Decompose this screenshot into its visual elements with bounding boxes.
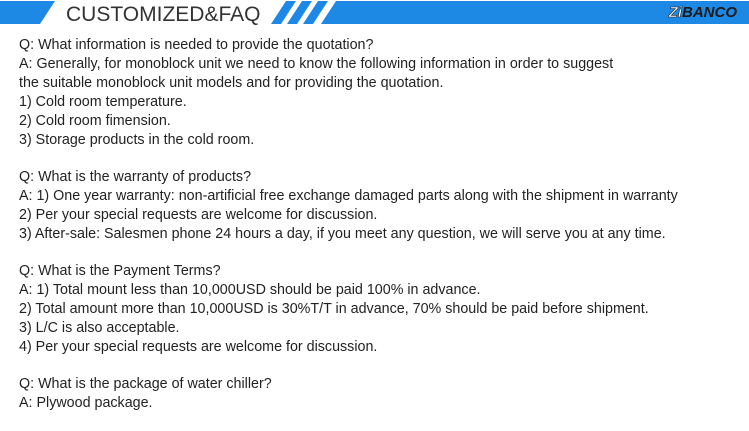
faq-question: Q: What is the package of water chiller? [19, 376, 272, 392]
faq-answer-line: A: 1) Total mount less than 10,000USD should be paid 100% in advance. [19, 282, 481, 298]
section-header [0, 0, 749, 30]
faq-item-payment [19, 262, 744, 357]
logo-prefix: Zi [668, 4, 682, 21]
faq-answer-line: A: Generally, for monoblock unit we need to know the following information in order to suggest [19, 56, 614, 72]
faq-list [19, 36, 744, 431]
faq-answer-line: 1) Cold room temperature. [19, 94, 187, 110]
faq-item-package [19, 375, 744, 413]
page-title: CUSTOMIZED&FAQ [66, 3, 261, 26]
faq-item-warranty [19, 168, 744, 244]
faq-question: Q: What information is needed to provide the quotation? [19, 37, 374, 53]
faq-answer-line: 3) L/C is also acceptable. [19, 320, 180, 336]
faq-answer-line: A: 1) One year warranty: non-artificial free exchange damaged parts along with the shipment in warranty [19, 188, 678, 204]
faq-answer-line: 2) Cold room fimension. [19, 113, 171, 129]
logo-name: BANCO [682, 4, 737, 21]
faq-answer-line: 3) Storage products in the cold room. [19, 132, 255, 148]
faq-answer-line: 4) Per your special requests are welcome for discussion. [19, 339, 378, 355]
brand-logo [669, 3, 737, 23]
faq-answer-line: the suitable monoblock unit models and for providing the quotation. [19, 75, 444, 91]
faq-answer-line: 3) After-sale: Salesmen phone 24 hours a day, if you meet any question, we will serve you at any time. [19, 226, 666, 242]
faq-question: Q: What is the warranty of products? [19, 169, 252, 185]
left-banner-block [0, 1, 55, 24]
faq-item-quotation [19, 36, 744, 150]
faq-question: Q: What is the Payment Terms? [19, 263, 221, 279]
faq-answer-line: 2) Total amount more than 10,000USD is 30%T/T in advance, 70% should be paid before shipment. [19, 301, 649, 317]
faq-answer-line: A: Plywood package. [19, 395, 153, 411]
faq-answer-line: 2) Per your special requests are welcome for discussion. [19, 207, 378, 223]
